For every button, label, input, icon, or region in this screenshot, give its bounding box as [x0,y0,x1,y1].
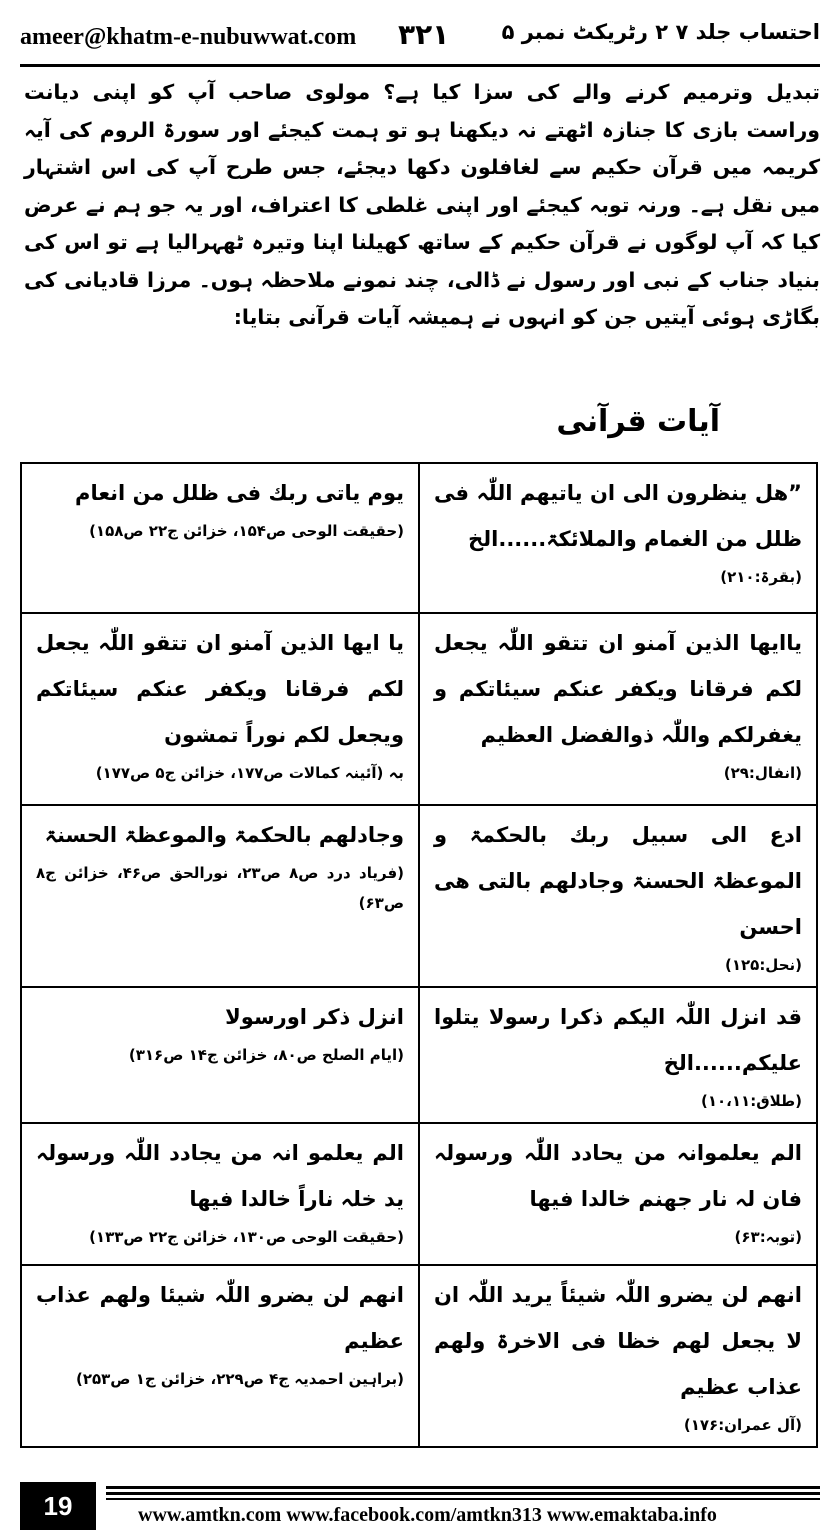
quran-verse-text: یاایھا الذین آمنو ان تتقو اللّٰہ یجعل لکم فرقانا ویکفر عنکم سیئاتکم و یغفرلکم واللّٰہ ذوالفضل العظیم [434,631,802,747]
table-row [21,1123,817,1265]
mirza-verse-cell [21,805,419,987]
mirza-verse-cell [21,1123,419,1265]
mirza-verse-text: انھم لن یضرو اللّٰہ شیئا ولھم عذاب عظیم [36,1283,404,1353]
header-email: ameer@khatm-e-nubuwwat.com [20,24,357,50]
verses-table [20,462,818,1448]
quran-verse-reference: (طلاق:۱۰،۱۱) [701,1092,802,1110]
mirza-verse-text: یوم یاتی ربك فی ظلل من انعام [75,481,404,505]
quran-verse-reference: (بقرۃ:۲۱۰) [720,568,802,586]
quran-verse-text: ”ھل ینظرون الی ان یاتیھم اللّٰہ فی ظلل من الغمام والملائکۃ......الخ [434,481,802,551]
mirza-verse-cell [21,987,419,1123]
footer-page-number: 19 [20,1482,96,1530]
quran-verse-text: قد انزل اللّٰہ الیکم ذکرا رسولا یتلوا علیکم......الخ [434,1005,802,1075]
mirza-verse-text: الم یعلمو انہ من یجادد اللّٰہ ورسولہ ید خلہ ناراً خالدا فیھا [36,1141,404,1211]
footer-website-links[interactable]: www.amtkn.com www.facebook.com/amtkn313 www.emaktaba.info [138,1504,717,1526]
quran-verse-reference: (انفال:۲۹) [723,764,802,782]
mirza-verse-text: وجادلھم بالحکمۃ والموعظۃ الحسنۃ [44,823,404,847]
quran-verse-cell [419,463,817,613]
mirza-verse-cell [21,463,419,613]
page-header [20,18,820,58]
table-row [21,987,817,1123]
quran-verse-reference: (توبہ:۶۳) [734,1228,802,1246]
section-title: آیات قرآنی [556,404,720,439]
quran-verse-text: الم یعلموانہ من یحادد اللّٰہ ورسولہ فان لہ نار جھنم خالدا فیھا [434,1141,802,1211]
table-row [21,1265,817,1447]
table-row [21,463,817,613]
mirza-verse-reference: (حقیقت الوحی ص۱۵۴، خزائن ج۲۲ ص۱۵۸) [89,522,404,540]
table-row [21,613,817,805]
footer-rule [106,1498,820,1500]
header-series-title: احتساب جلد ۷ ۲ رٹریکٹ نمبر ۵ [501,20,820,44]
header-divider [20,64,820,67]
footer-rule [106,1492,820,1495]
mirza-verse-reference: (آئینہ کمالات ص۱۷۷، خزائن ج۵ ص۱۷۷) [95,764,384,782]
body-paragraph: تبدیل وترمیم کرنے والے کی سزا کیا ہے؟ مولوی صاحب آپ کو اپنی دیانت وراست بازی کا جنازہ اٹھتے نہ دیکھنا ہو تو ہمت کیجئے اور سورۃ الروم کی آیہ کریمہ میں قرآن حکیم سے لغافلون دکھا دیجئے، جس طرح آپ کی اس اشتہار میں نقل ہے۔ ورنہ توبہ کیجئے اور اپنی غلطی کا اعتراف، اور یہ جو ہم نے عرض کیا کہ آپ لوگوں نے قرآن حکیم کے ساتھ کھیلنا اپنا وتیرہ ٹھہرالیا ہے تو اس کی بنیاد جناب کے نبی اور رسول نے ڈالی، چند نمونے ملاحظہ ہوں۔ مرزا قادیانی کی بگاڑی ہوئی آیتیں جن کو انہوں نے ہمیشہ آیات قرآنی بتایا: [24,80,820,329]
footer-rules [106,1486,820,1504]
quran-verse-cell [419,613,817,805]
quran-verse-text: انھم لن یضرو اللّٰہ شیئاً یرید اللّٰہ ان لا یجعل لھم خظا فی الاخرۃ ولھم عذاب عظیم [434,1283,802,1399]
mirza-verse-text: انزل ذکر اورسولا [225,1005,404,1029]
quran-verse-cell [419,1123,817,1265]
mirza-verse-reference-line [36,758,404,788]
quran-verse-text: ادع الی سبیل ربك بالحکمۃ و الموعظۃ الحسنۃ وجادلھم بالتی ھی احسن [434,823,802,939]
quran-verse-cell [419,805,817,987]
page-footer [20,1482,820,1532]
quran-verse-cell [419,1265,817,1447]
mirza-verse-cell [21,1265,419,1447]
quran-verse-cell [419,987,817,1123]
mirza-verse-reference: (حقیقت الوحی ص۱۳۰، خزائن ج۲۲ ص۱۳۳) [89,1228,404,1246]
footer-rule [106,1486,820,1489]
table-row [21,805,817,987]
mirza-verse-reference: (براہین احمدیہ ج۴ ص۲۲۹، خزائن ج۱ ص۲۵۳) [75,1370,404,1388]
mirza-verse-cell [21,613,419,805]
quran-verse-reference: (نحل:۱۲۵) [724,956,802,974]
mirza-verse-reference: (فریاد درد ص۸ ص۲۳، نورالحق ص۴۶، خزائن ج۸ ص۶۳) [36,864,404,912]
mirza-verse-reference: (ایام الصلح ص۸۰، خزائن ج۱۴ ص۳۱۶) [128,1046,404,1064]
header-page-number: ۳۲۱ [398,18,450,51]
quran-verse-reference: (آل عمران:۱۷۶) [683,1416,802,1434]
mirza-verse-text: یا ایھا الذین آمنو ان تتقو اللّٰہ یجعل لکم فرقانا ویکفر عنکم سیئاتکم ویجعل لکم نوراً تمشون [36,631,404,747]
mirza-verse-tail: بہ [388,763,404,782]
